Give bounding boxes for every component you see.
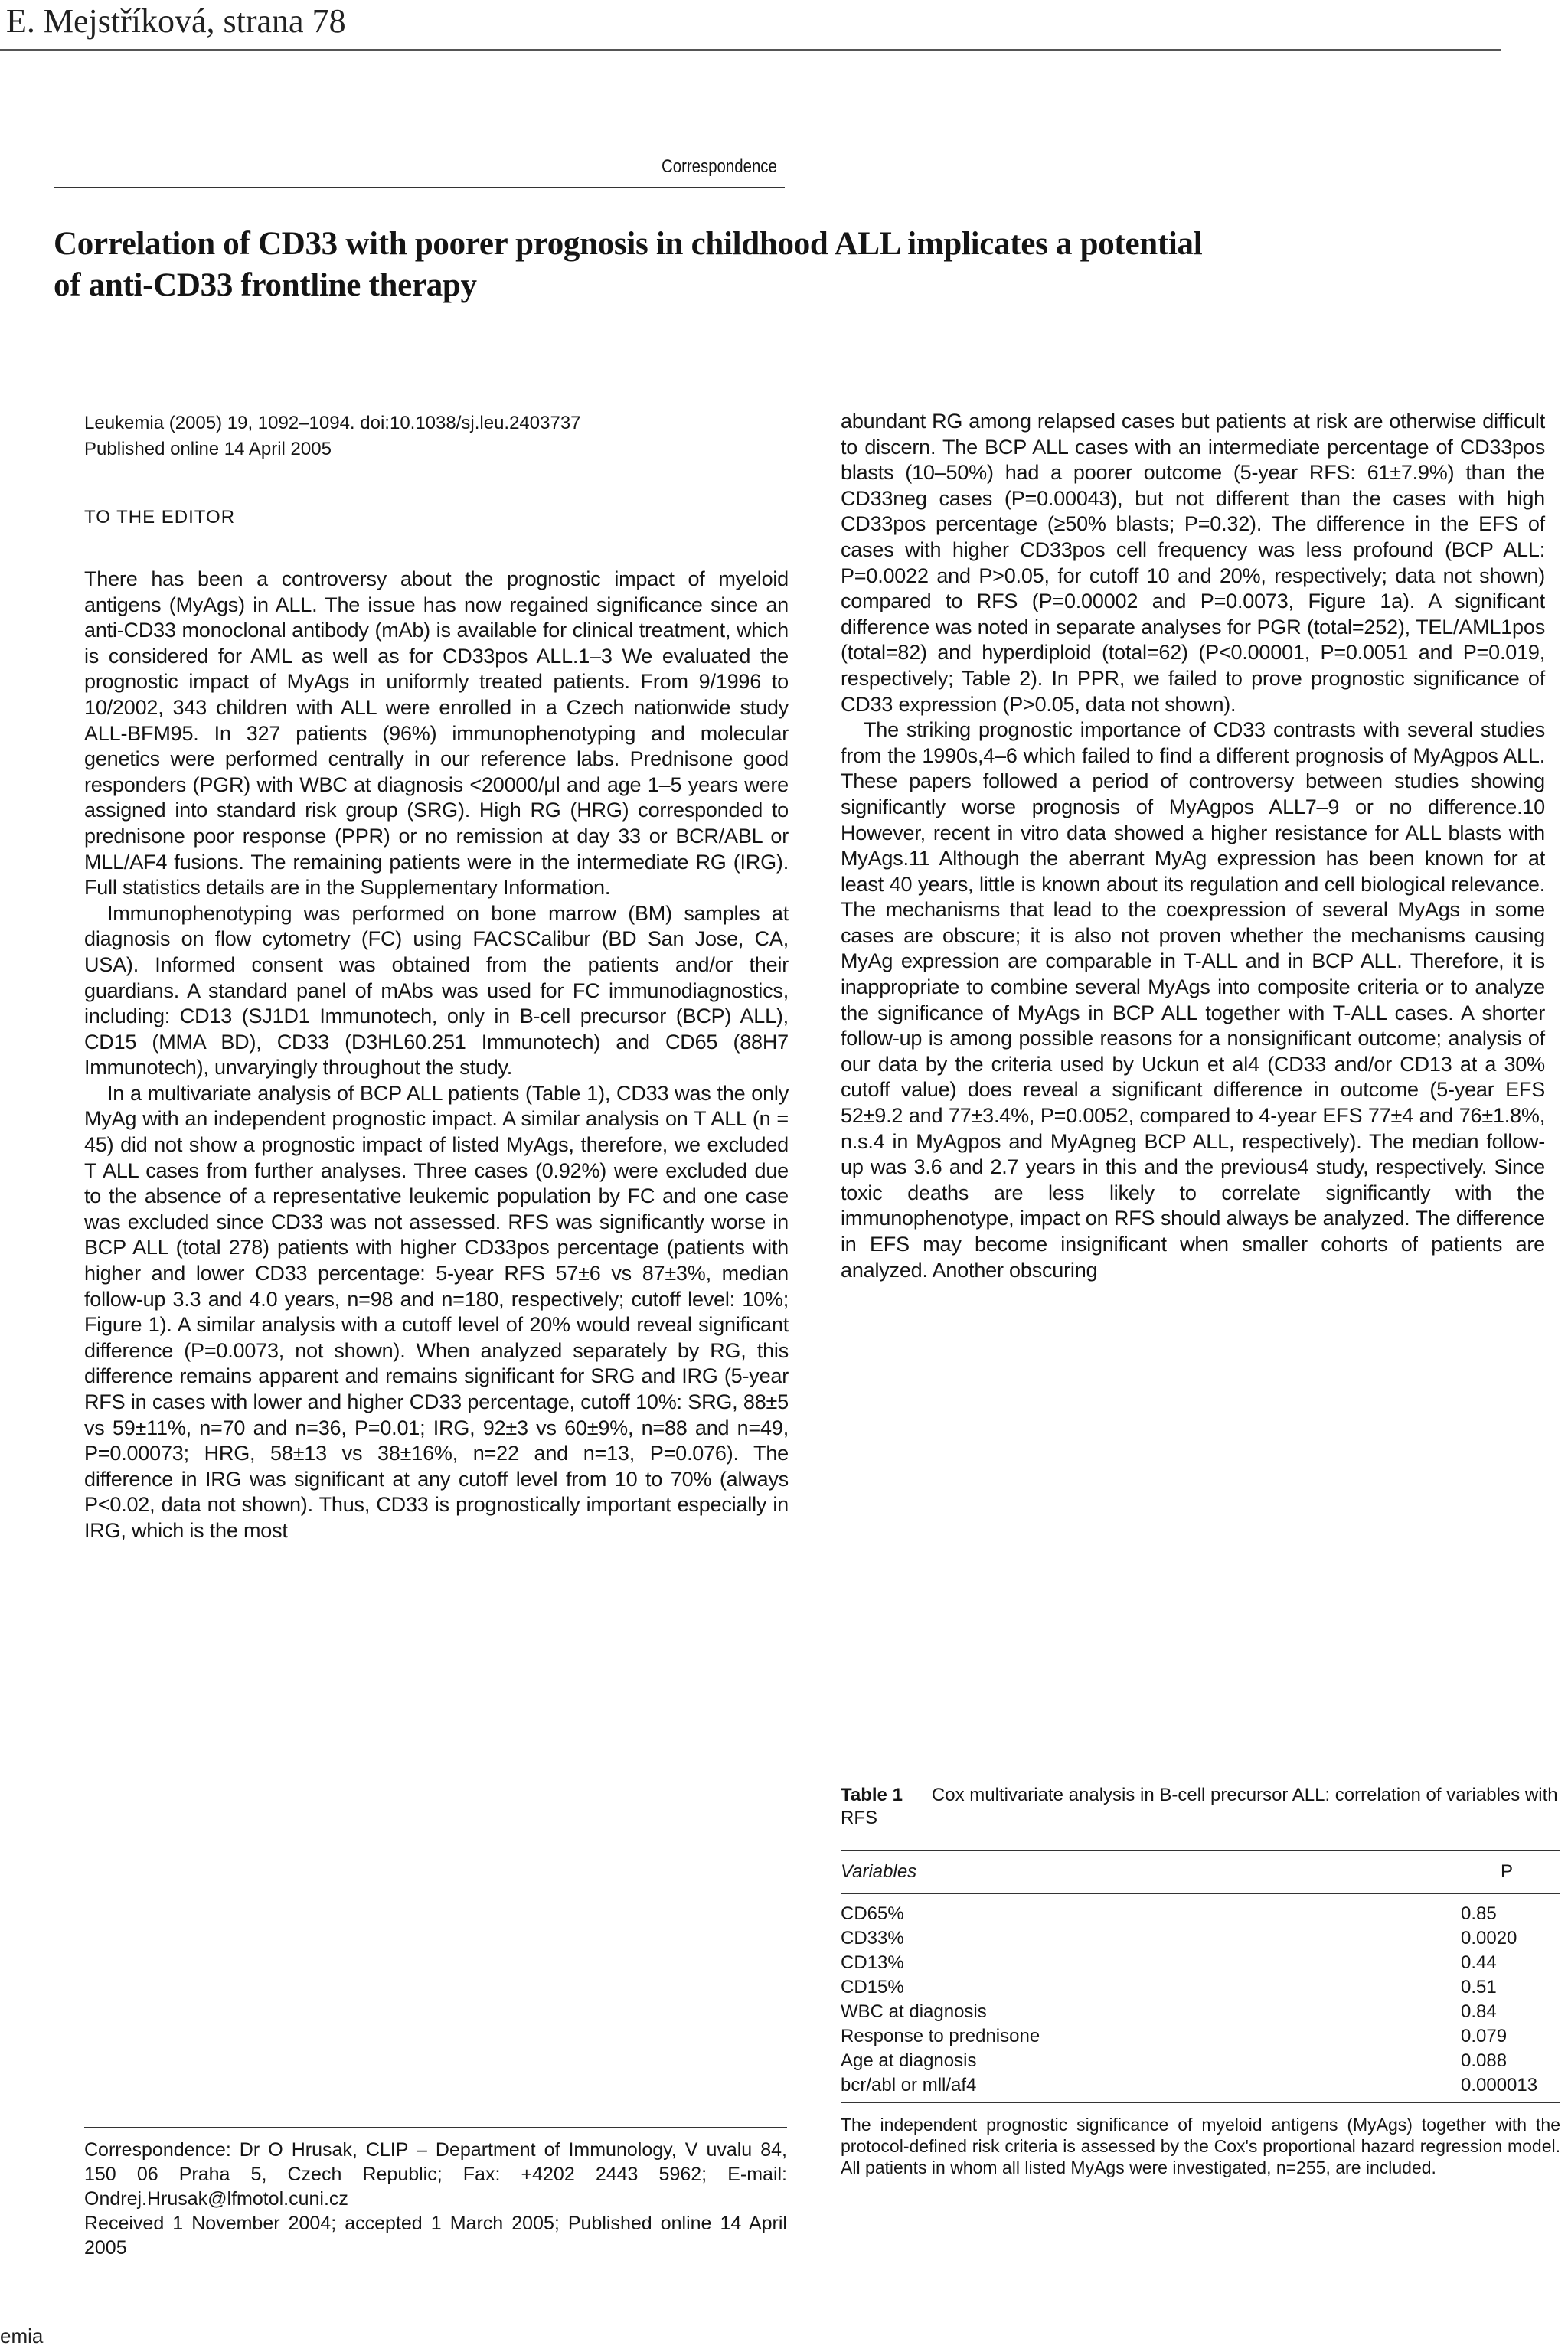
table-row <box>841 1975 1560 2000</box>
row-variable: CD15% <box>841 1977 904 1998</box>
table-row <box>841 2024 1560 2049</box>
correspondence-rule <box>84 2127 787 2128</box>
column-header-p: P <box>1500 1861 1513 1882</box>
row-p-value: 0.44 <box>1461 1952 1497 1973</box>
published-date: Published online 14 April 2005 <box>84 439 332 459</box>
paragraph: There has been a controversy about the prognostic impact of myeloid antigens (MyAgs) in ALL. The issue has now regained significance since an anti-CD33 monoclonal antibody (mAb) is available for clinical treatment, which is considered for AML as well as for CD33pos ALL.1–3 We evaluated the prognostic impact of MyAgs in uniformly treated patients. From 9/1996 to 10/2002, 343 children with ALL were enrolled in a Czech nationwide study ALL-BFM95. In 327 patients (96%) immunophenotyping and molecular genetics were performed centrally in our reference labs. Prednisone good responders (PGR) with WBC at diagnosis <20000/μl and age 1–5 years were assigned into standard risk group (SRG). High RG (HRG) corresponded to prednisone poor response (PPR) or no remission at day 33 or BCR/ABL or MLL/AF4 fusions. The remaining patients were in the intermediate RG (IRG). Full statistics details are in the Supplementary Information. <box>84 567 789 900</box>
title-line-1: Correlation of CD33 with poorer prognosis in childhood ALL implicates a potential <box>54 226 1203 262</box>
table-row <box>841 2073 1560 2098</box>
table-row <box>841 2049 1560 2073</box>
citation: Leukemia (2005) 19, 1092–1094. doi:10.1038/sj.leu.2403737 <box>84 413 581 433</box>
row-variable: CD13% <box>841 1952 904 1973</box>
paragraph: abundant RG among relapsed cases but patients at risk are otherwise difficult to discern. The BCP ALL cases with an intermediate percentage of CD33pos blasts (10–50%) had a poorer outcome (5-year RFS: 61±7.9%) than the CD33neg cases (P=0.00043), but not different than the cases with high CD33pos percentage (≥50% blasts; P=0.32). The difference in the EFS of cases with higher CD33pos cell frequency was less profound (BCP ALL: P=0.0022 and P>0.05, for cutoff 10 and 20%, respectively; data not shown) compared to RFS (P=0.00002 and P=0.0073, Figure 1a). A significant difference was noted in separate analyses for PGR (total=252), TEL/AML1pos (total=82) and hyperdiploid (total=62) (P<0.00001, P=0.0051 and P=0.019, respectively; Table 2). In PPR, we failed to prove prognostic significance of CD33 expression (P>0.05, data not shown). <box>841 410 1545 716</box>
table-row <box>841 2000 1560 2024</box>
row-p-value: 0.84 <box>1461 2001 1497 2022</box>
table-rule-bottom <box>841 2102 1560 2103</box>
paragraph: In a multivariate analysis of BCP ALL patients (Table 1), CD33 was the only MyAg with an independent prognostic impact. A similar analysis on T ALL (n = 45) did not show a prognostic impact of listed MyAgs, therefore, we excluded T ALL cases from further analyses. Three cases (0.92%) were excluded due to the absence of a representative leukemic population by FC and one case was excluded since CD33 was not assessed. RFS was significantly worse in BCP ALL (total 278) patients with higher CD33pos percentage (patients with higher and lower CD33 percentage: 5-year RFS 57±6 vs 87±3%, median follow-up 3.3 and 4.0 years, n=98 and n=180, respectively; cutoff level: 10%; Figure 1). A similar analysis with a cutoff level of 20% would reveal significant difference (P=0.0073, not shown). When analyzed separately by RG, this difference remains apparent and remains significant for SRG and IRG (5-year RFS in cases with lower and higher CD33 percentage, cutoff 10%: SRG, 88±5 vs 59±11%, n=70 and n=36, P=0.01; IRG, 92±3 vs 60±9%, n=88 and n=49, P=0.00073; HRG, 58±13 vs 38±16%, n=22 and n=13, P=0.076). The difference in IRG was significant at any cutoff level from 10 to 70% (always P<0.02, data not shown). Thus, CD33 is prognostically important especially in IRG, which is the most <box>84 1081 789 1542</box>
row-p-value: 0.000013 <box>1461 2075 1538 2096</box>
row-variable: Response to prednisone <box>841 2026 1040 2047</box>
article-title <box>54 224 1524 306</box>
row-variable: CD65% <box>841 1903 904 1924</box>
table-1 <box>841 1784 1560 2178</box>
row-variable: CD33% <box>841 1928 904 1949</box>
row-variable: WBC at diagnosis <box>841 2001 987 2022</box>
row-p-value: 0.088 <box>1461 2050 1508 2071</box>
table-caption <box>841 1784 1560 1830</box>
page-annotation: E. Mejstříková, strana 78 <box>6 2 346 40</box>
section-label: Correspondence <box>662 156 777 177</box>
table-row <box>841 1902 1560 1926</box>
correspondence-block <box>84 2138 787 2260</box>
correspondence-address: Correspondence: Dr O Hrusak, CLIP – Department of Immunology, V uvalu 84, 150 06 Praha 5, Czech Republic; Fax: +4202 2443 5962; E-mail: Ondrej.Hrusak@lfmotol.cuni.cz <box>84 2139 787 2210</box>
row-variable: bcr/abl or mll/af4 <box>841 2075 977 2096</box>
table-title: Cox multivariate analysis in B-cell precursor ALL: correlation of variables with RFS <box>841 1785 1558 1828</box>
header-rule <box>0 49 1501 51</box>
section-rule <box>54 187 785 188</box>
row-p-value: 0.079 <box>1461 2026 1508 2047</box>
table-label: Table 1 <box>841 1785 903 1805</box>
journal-footer: emia <box>0 2324 44 2347</box>
table-footnote: The independent prognostic significance of myeloid antigens (MyAgs) together with the protocol-defined risk criteria is assessed by the Cox's proportional hazard regression model. All patients in whom all listed MyAgs were investigated, n=255, are included. <box>841 2115 1560 2177</box>
paragraph: Immunophenotyping was performed on bone marrow (BM) samples at diagnosis on flow cytometry (FC) using FACSCalibur (BD San Jose, CA, USA). Informed consent was obtained from the patients and/or their guardians. A standard panel of mAbs was used for FC immunodiagnostics, including: CD13 (SJ1D1 Immunotech, only in B-cell precursor (BCP) ALL), CD15 (MMA BD), CD33 (D3HL60.251 Immunotech) and CD65 (88H7 Immunotech), unvaryingly throughout the study. <box>84 901 789 1080</box>
table-row <box>841 1926 1560 1951</box>
table-body <box>841 1894 1560 2098</box>
table-row <box>841 1951 1560 1975</box>
table-header <box>841 1851 1560 1893</box>
row-p-value: 0.85 <box>1461 1903 1497 1924</box>
title-line-2: of anti-CD33 frontline therapy <box>54 267 477 303</box>
left-column <box>84 567 789 1544</box>
salutation: TO THE EDITOR <box>84 507 236 528</box>
received-dates: Received 1 November 2004; accepted 1 March 2005; Published online 14 April 2005 <box>84 2213 787 2259</box>
right-column <box>841 409 1545 1283</box>
row-p-value: 0.51 <box>1461 1977 1497 1998</box>
row-p-value: 0.0020 <box>1461 1928 1517 1949</box>
row-variable: Age at diagnosis <box>841 2050 977 2071</box>
paragraph: The striking prognostic importance of CD33 contrasts with several studies from the 1990s,4–6 which failed to find a different prognosis of MyAgpos ALL. These papers followed a period of controversy between studies showing significantly worse prognosis of MyAgpos ALL7–9 or no difference.10 However, recent in vitro data showed a higher resistance for ALL blasts with MyAgs.11 Although the aberrant MyAg expression has been known for at least 40 years, little is known about its regulation and cell biological relevance. The mechanisms that lead to the coexpression of several MyAgs in some cases are obscure; it is also not proven whether the mechanisms causing MyAg expression are comparable in T-ALL and in BCP ALL. Therefore, it is inappropriate to combine several MyAgs into composite criteria or to analyze the significance of MyAgs in BCP ALL together with T-ALL cases. A shorter follow-up is among possible reasons for a nonsignificant outcome; analysis of our data by the criteria used by Uckun et al4 (CD33 and/or CD13 at a 30% cutoff value) does reveal a significant difference in outcome (5-year EFS 52±9.2 and 77±3.4%, P=0.0052, compared to 4-year EFS 77±4 and 76±1.8%, n.s.4 in MyAgpos and MyAgneg BCP ALL, respectively). The median follow-up was 3.6 and 2.7 years in this and the previous4 study, respectively. Since toxic deaths are less likely to correlate significantly with the immunophenotype, impact on RFS should always be analyzed. The difference in EFS may become insignificant when smaller cohorts of patients are analyzed. Another obscuring <box>841 718 1545 1282</box>
column-header-variables: Variables <box>841 1861 917 1882</box>
